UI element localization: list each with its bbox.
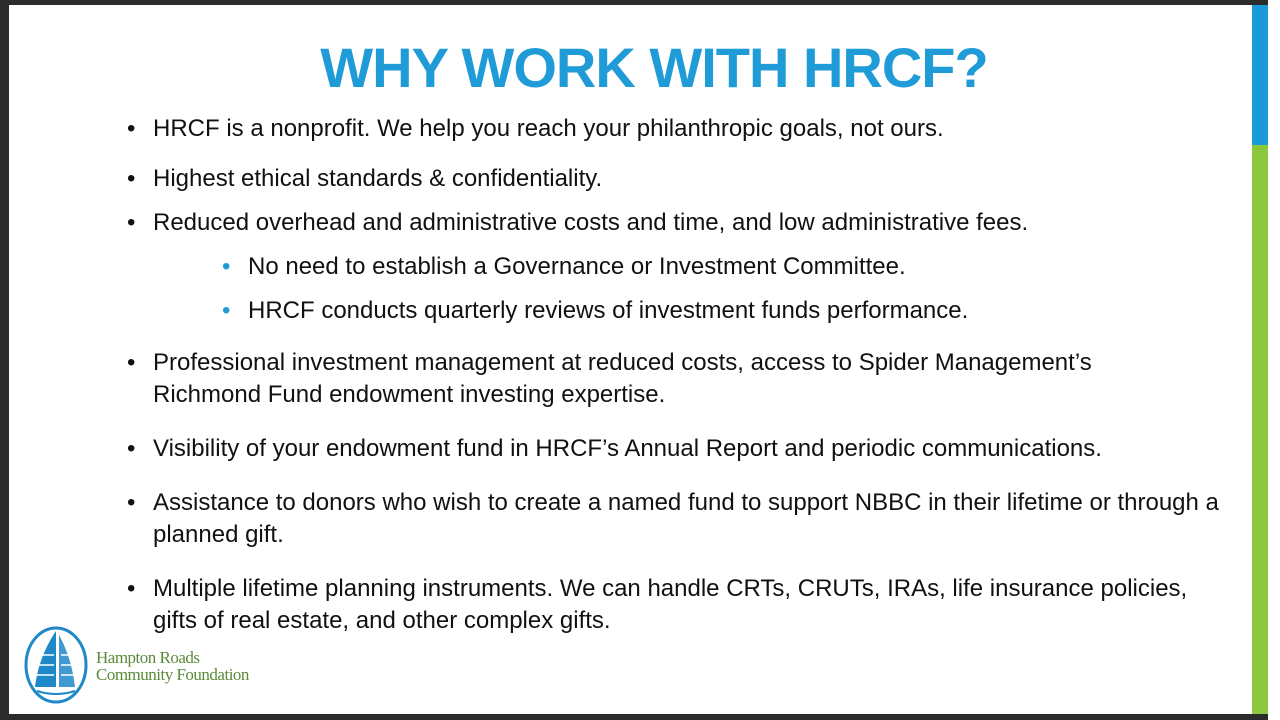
bullet-text: Visibility of your endowment fund in HRCF’s Annual Report and periodic communications. (153, 435, 1102, 462)
slide (9, 5, 1252, 714)
sub-bullet-item (222, 251, 1223, 283)
bullet-item (127, 207, 1223, 239)
bullet-text: HRCF conducts quarterly reviews of investment funds performance. (248, 297, 969, 324)
logo-line-2: Community Foundation (96, 665, 249, 684)
bullet-item (127, 487, 1223, 551)
bullet-text: HRCF is a nonprofit. We help you reach your philanthropic goals, not ours. (153, 115, 944, 142)
slide-title: WHY WORK WITH HRCF? (320, 36, 988, 99)
bullet-text: Reduced overhead and administrative costs and time, and low administrative fees. (153, 209, 1029, 236)
sail-logo-icon (23, 625, 89, 705)
logo-line-1: Hampton Roads (96, 648, 200, 667)
bullet-text: Professional investment management at reduced costs, access to Spider Management’s Richmond Fund endowment investing expertise. (153, 349, 1092, 408)
accent-strip-blue (1252, 5, 1268, 145)
bullet-text: Multiple lifetime planning instruments. We can handle CRTs, CRUTs, IRAs, life insurance policies, gifts of real estate, and other complex gifts. (153, 575, 1188, 634)
bullet-item (127, 573, 1193, 637)
bullet-item (127, 163, 1223, 195)
bullet-glyph: • (127, 115, 136, 142)
right-edge (1268, 0, 1280, 720)
bullet-glyph: • (127, 489, 136, 516)
bullet-glyph: • (127, 209, 136, 236)
bullet-glyph: • (127, 165, 136, 192)
bullet-item (127, 347, 1193, 411)
accent-strip-green (1252, 145, 1268, 714)
bullet-text: Highest ethical standards & confidentiality. (153, 165, 603, 192)
sub-bullet-item (222, 295, 1223, 327)
bullet-glyph: • (127, 575, 136, 602)
sub-bullet-glyph: • (222, 297, 231, 324)
hrcf-logo (23, 625, 283, 709)
accent-strip (1252, 5, 1268, 714)
bullet-text: No need to establish a Governance or Investment Committee. (248, 253, 906, 280)
sub-bullet-glyph: • (222, 253, 231, 280)
logo-text (96, 649, 249, 683)
bullet-glyph: • (127, 435, 136, 462)
bullet-glyph: • (127, 349, 136, 376)
bullet-list (127, 113, 1223, 637)
bullet-item (127, 433, 1223, 465)
bullet-item (127, 113, 1223, 145)
bullet-text: Assistance to donors who wish to create a named fund to support NBBC in their lifetime or through a planned gift. (153, 489, 1219, 548)
